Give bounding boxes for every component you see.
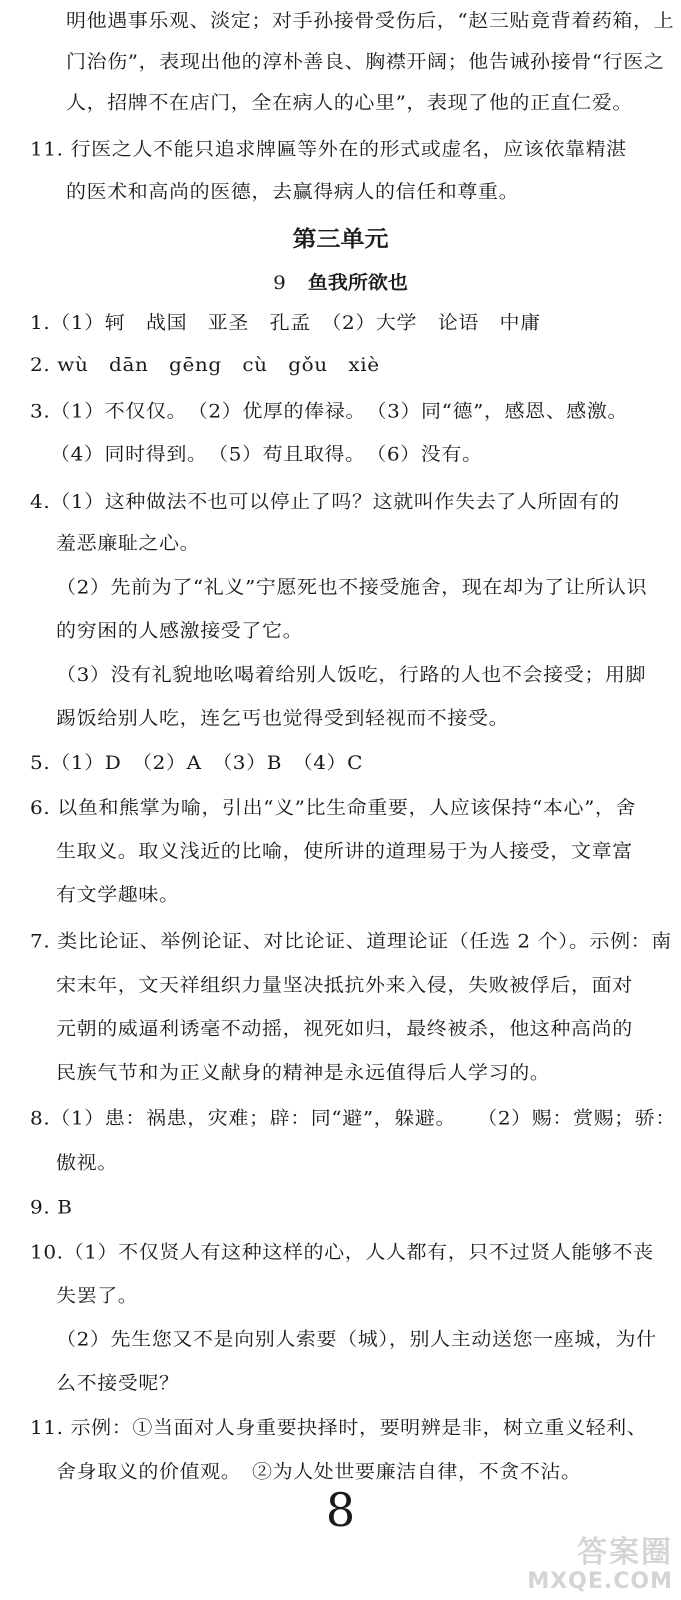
answer-10: 10.（1）不仅贤人有这种这样的心，人人都有，只不过贤人能够不丧 xyxy=(30,1240,654,1263)
answer-8: 8.（1）患：祸患，灾难；辟：同“避”，躲避。 （2）赐：赏赐；骄： xyxy=(30,1106,676,1130)
text-line: 门治伤”，表现出他的淳朴善良、胸襟开阔；他告诫孙接骨“行医之 xyxy=(66,50,665,73)
answer-3-cont: （4）同时得到。 （5）苟且取得。 （6）没有。 xyxy=(50,442,483,465)
answer-11: 11. 示例：①当面对人身重要抉择时，要明辨是非，树立重义轻利、 xyxy=(30,1416,648,1439)
text-line: 明他遇事乐观、淡定；对手孙接骨受伤后，“赵三贴竟背着药箱，上 xyxy=(66,9,675,32)
text-line: 人，招牌不在店门，全在病人的心里”，表现了他的正直仁爱。 xyxy=(66,91,634,114)
answer-6-cont: 有文学趣味。 xyxy=(56,883,180,906)
lesson-title xyxy=(0,270,681,296)
answer-1: 1.（1）轲 战国 亚圣 孔孟 （2）大学 论语 中庸 xyxy=(30,311,541,334)
answer-8-cont: 傲视。 xyxy=(56,1151,118,1174)
text-line: 的医术和高尚的医德，去赢得病人的信任和尊重。 xyxy=(66,180,520,203)
answer-3: 3.（1）不仅仅。 （2）优厚的俸禄。 （3）同“德”，感恩、感激。 xyxy=(30,399,629,423)
watermark-logo xyxy=(523,1536,673,1594)
answer-9: 9. B xyxy=(30,1195,73,1219)
answer-4-2-cont: 的穷困的人感激接受了它。 xyxy=(56,619,304,642)
unit-title: 第三单元 xyxy=(292,225,389,253)
answer-4-cont: 羞恶廉耻之心。 xyxy=(56,531,201,555)
answer-2: 2. wù dān gēng cù gǒu xiè xyxy=(30,353,380,376)
answer-5: 5.（1）D （2）A （3）B （4）C xyxy=(30,751,364,774)
answer-6-cont: 生取义。取义浅近的比喻，使所讲的道理易于为人接受，文章富 xyxy=(56,839,633,863)
answer-4: 4.（1）这种做法不也可以停止了吗？这就叫作失去了人所固有的 xyxy=(30,490,620,513)
answer-4-3-cont: 踢饭给别人吃，连乞丐也觉得受到轻视而不接受。 xyxy=(56,706,510,730)
answer-10-2-cont: 么不接受呢？ xyxy=(56,1371,180,1395)
answer-7-cont: 宋末年，文天祥组织力量坚决抵抗外来入侵，失败被俘后，面对 xyxy=(56,973,633,997)
answer-7: 7. 类比论证、举例论证、对比论证、道理论证（任选 2 个）。示例：南 xyxy=(30,930,672,953)
watermark-top: 答案圈 xyxy=(577,1535,673,1570)
answer-4-3: （3）没有礼貌地吆喝着给别人饭吃，行路的人也不会接受；用脚 xyxy=(56,663,647,686)
lesson-name: 鱼我所欲也 xyxy=(307,271,408,294)
answer-7-cont: 元朝的威逼利诱毫不动摇，视死如归，最终被杀，他这种高尚的 xyxy=(56,1017,633,1040)
answer-6: 6. 以鱼和熊掌为喻，引出“义”比生命重要，人应该保持“本心”，舍 xyxy=(30,796,637,819)
answer-11-line: 11. 行医之人不能只追求牌匾等外在的形式或虚名，应该依靠精湛 xyxy=(30,137,627,160)
answer-7-cont: 民族气节和为正义献身的精神是永远值得后人学习的。 xyxy=(56,1061,551,1084)
lesson-number: 9 xyxy=(273,271,286,294)
answer-4-2: （2）先前为了“礼义”宁愿死也不接受施舍，现在却为了让所认识 xyxy=(56,575,648,598)
answer-11-cont: 舍身取义的价值观。 ②为人处世要廉洁自律，不贪不沾。 xyxy=(56,1460,582,1483)
watermark-bottom: MXQE.COM xyxy=(527,1569,673,1594)
answer-10-2: （2）先生您又不是向别人索要（城），别人主动送您一座城，为什 xyxy=(56,1328,657,1351)
page-number: 8 xyxy=(325,1483,356,1537)
answer-10-cont: 失罢了。 xyxy=(56,1284,139,1307)
